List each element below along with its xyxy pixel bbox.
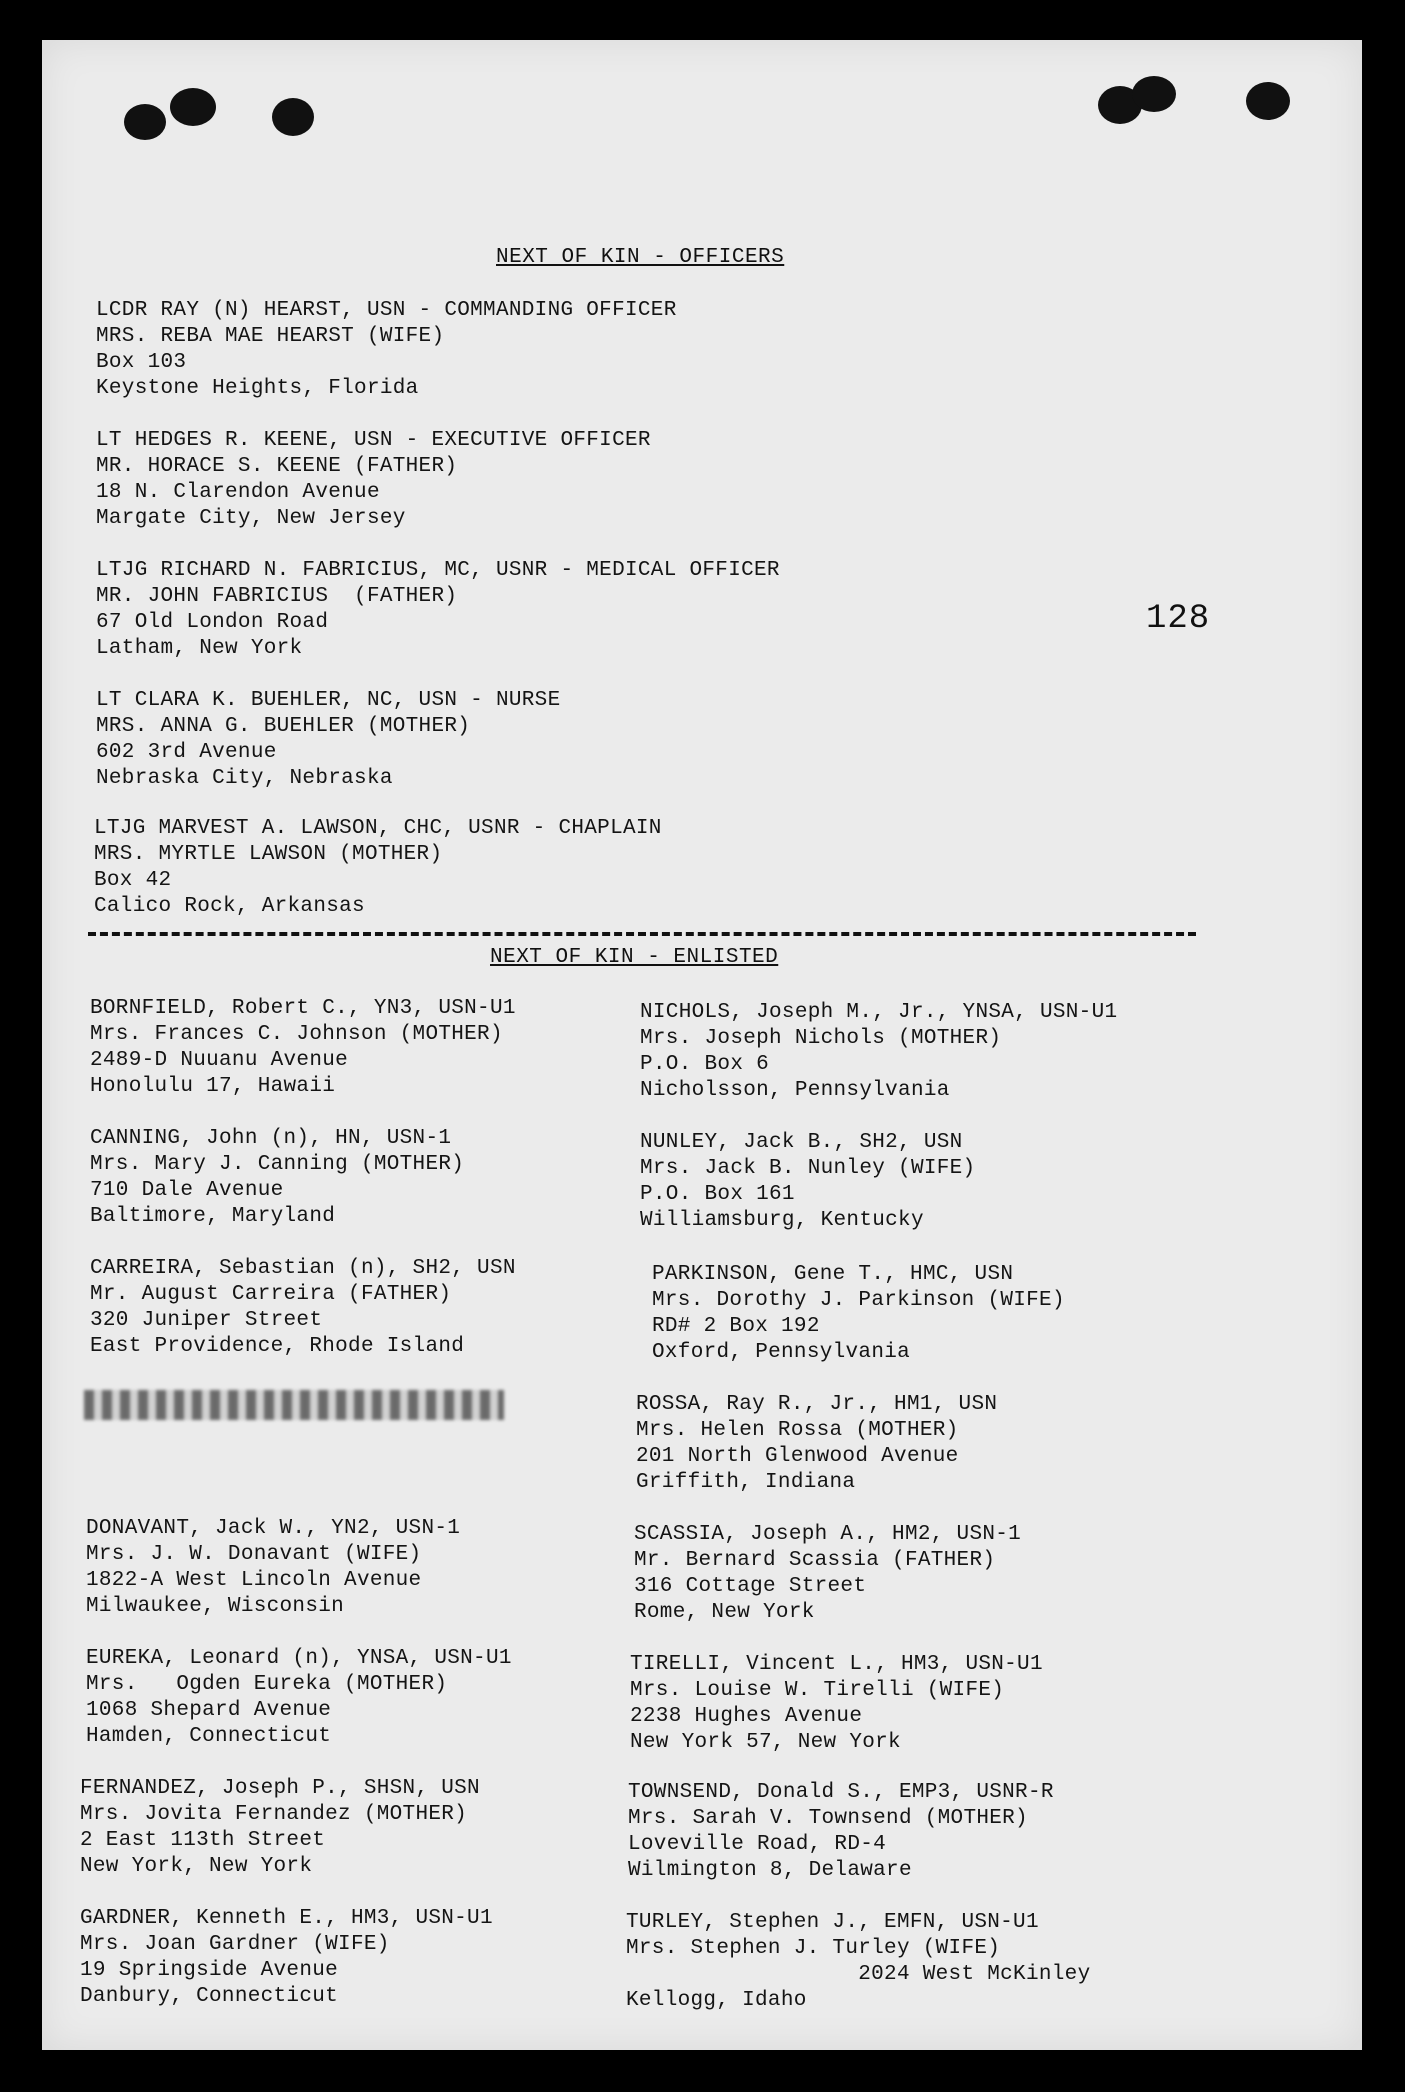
enlisted-left-entry-line: Mrs. J. W. Donavant (WIFE) (86, 1543, 422, 1566)
officer-entry-line: Box 42 (94, 869, 172, 892)
enlisted-right-entry-line: Mrs. Helen Rossa (MOTHER) (636, 1419, 959, 1442)
enlisted-left-entry-line: 710 Dale Avenue (90, 1179, 284, 1202)
officer-entry-line: MRS. ANNA G. BUEHLER (MOTHER) (96, 715, 471, 738)
officer-entry-line: Box 103 (96, 351, 187, 374)
enlisted-right-entry-line: TIRELLI, Vincent L., HM3, USN-U1 (630, 1653, 1043, 1676)
enlisted-left-entry-line: CANNING, John (n), HN, USN-1 (90, 1127, 452, 1150)
enlisted-heading: NEXT OF KIN - ENLISTED (490, 946, 779, 969)
enlisted-left-entry-line: DONAVANT, Jack W., YN2, USN-1 (86, 1517, 461, 1540)
enlisted-right-entry-line: 201 North Glenwood Avenue (636, 1445, 959, 1468)
punch-hole (272, 98, 314, 136)
officers-heading: NEXT OF KIN - OFFICERS (496, 246, 785, 269)
enlisted-right-entry-line: Kellogg, Idaho (626, 1989, 807, 2012)
officer-entry-line: 67 Old London Road (96, 611, 329, 634)
enlisted-right-entry-line: Mrs. Joseph Nichols (MOTHER) (640, 1027, 1002, 1050)
enlisted-right-entry-line: Mrs. Jack B. Nunley (WIFE) (640, 1157, 976, 1180)
officer-entry-line: LT CLARA K. BUEHLER, NC, USN - NURSE (96, 689, 561, 712)
punch-hole (124, 104, 166, 140)
enlisted-left-entry-line: Mr. August Carreira (FATHER) (90, 1283, 452, 1306)
enlisted-right-entry-line: 316 Cottage Street (634, 1575, 867, 1598)
enlisted-left-entry-line: 2489-D Nuuanu Avenue (90, 1049, 349, 1072)
enlisted-right-entry-line: Mrs. Sarah V. Townsend (MOTHER) (628, 1807, 1028, 1830)
enlisted-right-entry-line: Mrs. Dorothy J. Parkinson (WIFE) (652, 1289, 1065, 1312)
enlisted-right-entry-line: NICHOLS, Joseph M., Jr., YNSA, USN-U1 (640, 1001, 1118, 1024)
page-number: 128 (1146, 600, 1211, 638)
officer-entry-line: MRS. MYRTLE LAWSON (MOTHER) (94, 843, 443, 866)
enlisted-right-entry-line: NUNLEY, Jack B., SH2, USN (640, 1131, 963, 1154)
enlisted-left-entry (86, 1646, 512, 1750)
enlisted-left-entry-line: Honolulu 17, Hawaii (90, 1075, 336, 1098)
enlisted-left-entry-line: Baltimore, Maryland (90, 1205, 336, 1228)
enlisted-right-entry-line: Griffith, Indiana (636, 1471, 856, 1494)
enlisted-right-entry-line: ROSSA, Ray R., Jr., HM1, USN (636, 1393, 998, 1416)
enlisted-right-entry (640, 1130, 975, 1234)
officer-entry-line: MRS. REBA MAE HEARST (WIFE) (96, 325, 445, 348)
enlisted-right-entry-line: 2238 Hughes Avenue (630, 1705, 863, 1728)
enlisted-right-entry-line: Oxford, Pennsylvania (652, 1341, 911, 1364)
enlisted-right-entry (634, 1522, 1021, 1626)
officer-entry-line: LTJG MARVEST A. LAWSON, CHC, USNR - CHAPLAIN (94, 817, 662, 840)
enlisted-right-entry-line: P.O. Box 6 (640, 1053, 770, 1076)
enlisted-left-entry-line: Danbury, Connecticut (80, 1985, 339, 2008)
enlisted-right-entry (628, 1780, 1054, 1884)
enlisted-left-entry-line: Milwaukee, Wisconsin (86, 1595, 345, 1618)
officer-entry-line: Keystone Heights, Florida (96, 377, 419, 400)
enlisted-left-entry-line: Mrs. Mary J. Canning (MOTHER) (90, 1153, 465, 1176)
enlisted-right-entry-line: Mr. Bernard Scassia (FATHER) (634, 1549, 996, 1572)
enlisted-left-entry-line: New York, New York (80, 1855, 313, 1878)
enlisted-right-entry-line: 2024 West McKinley (626, 1963, 1091, 1986)
enlisted-left-entry (80, 1776, 480, 1880)
enlisted-right-entry-line: Nicholsson, Pennsylvania (640, 1079, 950, 1102)
officer-entry-line: LCDR RAY (N) HEARST, USN - COMMANDING OFFICER (96, 299, 677, 322)
officer-entry (94, 816, 662, 920)
enlisted-left-entry (86, 1516, 460, 1620)
enlisted-left-entry-line: 1822-A West Lincoln Avenue (86, 1569, 422, 1592)
officer-entry-line: LTJG RICHARD N. FABRICIUS, MC, USNR - MEDICAL OFFICER (96, 559, 780, 582)
enlisted-right-entry (652, 1262, 1065, 1366)
officer-entry (96, 558, 780, 662)
enlisted-left-entry-line: 19 Springside Avenue (80, 1959, 339, 1982)
section-divider (88, 932, 1196, 936)
enlisted-right-entry-line: SCASSIA, Joseph A., HM2, USN-1 (634, 1523, 1022, 1546)
enlisted-left-entry-line: Hamden, Connecticut (86, 1725, 332, 1748)
officer-entry (96, 428, 651, 532)
officer-entry-line: MR. HORACE S. KEENE (FATHER) (96, 455, 458, 478)
enlisted-left-entry-line: GARDNER, Kenneth E., HM3, USN-U1 (80, 1907, 493, 1930)
punch-hole (1246, 82, 1290, 120)
enlisted-left-entry-line: 1068 Shepard Avenue (86, 1699, 332, 1722)
enlisted-left-entry (90, 1256, 516, 1360)
enlisted-right-entry-line: RD# 2 Box 192 (652, 1315, 820, 1338)
officer-entry-line: LT HEDGES R. KEENE, USN - EXECUTIVE OFFICER (96, 429, 651, 452)
enlisted-left-entry (90, 996, 516, 1100)
officer-entry-line: Nebraska City, Nebraska (96, 767, 393, 790)
officer-entry-line: Latham, New York (96, 637, 303, 660)
enlisted-left-entry (80, 1906, 493, 2010)
enlisted-right-entry-line: Loveville Road, RD-4 (628, 1833, 887, 1856)
officer-entry-line: 602 3rd Avenue (96, 741, 277, 764)
officer-entry (96, 298, 677, 402)
enlisted-left-entry-line: East Providence, Rhode Island (90, 1335, 465, 1358)
officer-entry-line: 18 N. Clarendon Avenue (96, 481, 380, 504)
enlisted-right-entry-line: TURLEY, Stephen J., EMFN, USN-U1 (626, 1911, 1039, 1934)
enlisted-left-entry-line: FERNANDEZ, Joseph P., SHSN, USN (80, 1777, 480, 1800)
officer-entry-line: Margate City, New Jersey (96, 507, 406, 530)
smudged-entry (84, 1390, 504, 1420)
enlisted-right-entry-line: New York 57, New York (630, 1731, 901, 1754)
enlisted-left-entry-line: Mrs. Ogden Eureka (MOTHER) (86, 1673, 448, 1696)
enlisted-right-entry-line: P.O. Box 161 (640, 1183, 795, 1206)
enlisted-right-entry-line: Rome, New York (634, 1601, 815, 1624)
enlisted-left-entry-line: EUREKA, Leonard (n), YNSA, USN-U1 (86, 1647, 512, 1670)
enlisted-right-entry (636, 1392, 997, 1496)
officer-entry-line: Calico Rock, Arkansas (94, 895, 365, 918)
enlisted-left-entry-line: Mrs. Jovita Fernandez (MOTHER) (80, 1803, 468, 1826)
enlisted-right-entry (626, 1910, 1090, 2014)
officer-entry (96, 688, 560, 792)
enlisted-right-entry-line: Williamsburg, Kentucky (640, 1209, 924, 1232)
punch-hole (1132, 76, 1176, 112)
enlisted-left-entry-line: Mrs. Frances C. Johnson (MOTHER) (90, 1023, 503, 1046)
enlisted-right-entry-line: TOWNSEND, Donald S., EMP3, USNR-R (628, 1781, 1054, 1804)
enlisted-left-entry-line: CARREIRA, Sebastian (n), SH2, USN (90, 1257, 516, 1280)
enlisted-left-entry-line: Mrs. Joan Gardner (WIFE) (80, 1933, 390, 1956)
enlisted-left-entry-line: 2 East 113th Street (80, 1829, 326, 1852)
enlisted-right-entry-line: Wilmington 8, Delaware (628, 1859, 912, 1882)
officer-entry-line: MR. JOHN FABRICIUS (FATHER) (96, 585, 458, 608)
enlisted-left-entry-line: 320 Juniper Street (90, 1309, 323, 1332)
punch-hole (170, 88, 216, 126)
enlisted-right-entry-line: PARKINSON, Gene T., HMC, USN (652, 1263, 1014, 1286)
enlisted-right-entry (640, 1000, 1117, 1104)
enlisted-left-entry-line: BORNFIELD, Robert C., YN3, USN-U1 (90, 997, 516, 1020)
enlisted-right-entry (630, 1652, 1043, 1756)
enlisted-right-entry-line: Mrs. Stephen J. Turley (WIFE) (626, 1937, 1001, 1960)
enlisted-left-entry (90, 1126, 464, 1230)
enlisted-right-entry-line: Mrs. Louise W. Tirelli (WIFE) (630, 1679, 1005, 1702)
